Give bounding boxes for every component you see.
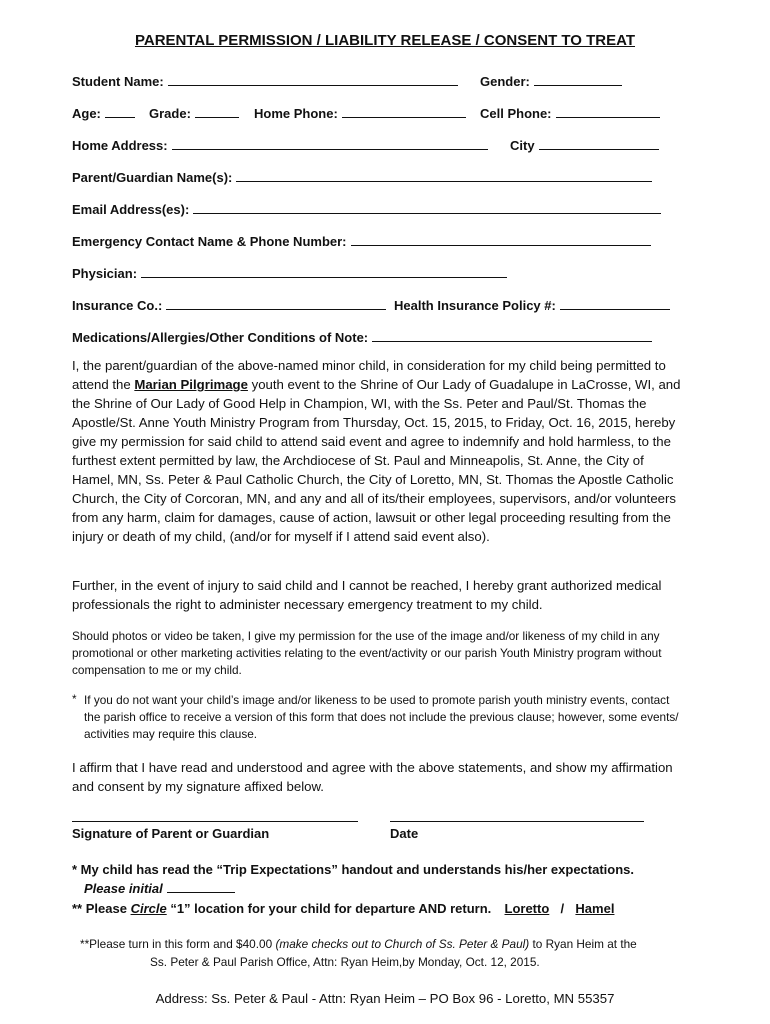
circle-word: Circle: [130, 901, 167, 916]
email-label: Email Address(es):: [72, 202, 190, 217]
city-label: City: [510, 138, 535, 153]
home-address-line[interactable]: [172, 138, 488, 150]
circle-text-b: “1” location for your child for departure AND return.: [170, 901, 492, 916]
home-phone-line[interactable]: [342, 106, 466, 118]
signature-line[interactable]: [72, 820, 358, 822]
affirmation-paragraph: I affirm that I have read and understood and agree with the above statements, and show my affirmation and consent by my signature affixed below.: [72, 760, 673, 794]
turn-in-deadline: Ss. Peter & Paul Parish Office, Attn: Ryan Heim,by Monday, Oct. 12, 2015.: [150, 955, 540, 969]
emergency-contact-label: Emergency Contact Name & Phone Number:: [72, 234, 347, 249]
home-address-label: Home Address:: [72, 138, 168, 153]
email-field[interactable]: [72, 202, 661, 217]
student-name-label: Student Name:: [72, 74, 164, 89]
footnote-star: *: [72, 692, 77, 706]
insurance-label: Insurance Co.:: [72, 298, 163, 313]
cell-phone-label: Cell Phone:: [480, 106, 552, 121]
turn-in-instructions: [80, 937, 637, 951]
home-phone-field[interactable]: [254, 106, 466, 121]
trip-expectations-statement: * My child has read the “Trip Expectations” handout and understands his/her expectations.: [72, 862, 635, 877]
circle-text-a: ** Please: [72, 901, 127, 916]
initial-field[interactable]: [84, 881, 235, 896]
form-title: PARENTAL PERMISSION / LIABILITY RELEASE / CONSENT TO TREAT: [134, 32, 636, 49]
date-line[interactable]: [390, 820, 644, 822]
physician-label: Physician:: [72, 266, 138, 281]
location-option-loretto[interactable]: Loretto: [504, 901, 550, 916]
gender-line[interactable]: [534, 74, 622, 86]
email-line[interactable]: [193, 202, 661, 214]
student-name-line[interactable]: [168, 74, 458, 86]
policy-label: Health Insurance Policy #:: [394, 298, 556, 313]
age-label: Age:: [72, 106, 101, 121]
cell-phone-line[interactable]: [556, 106, 660, 118]
parent-names-label: Parent/Guardian Name(s):: [72, 170, 233, 185]
grade-field[interactable]: [149, 106, 239, 121]
age-field[interactable]: [72, 106, 135, 121]
medical-consent-paragraph: Further, in the event of injury to said child and I cannot be reached, I hereby grant authorized medical professionals the right to administer necessary emergency treatment to my child.: [72, 578, 662, 612]
age-line[interactable]: [105, 106, 135, 118]
gender-label: Gender:: [480, 74, 530, 89]
city-field[interactable]: [510, 138, 659, 153]
grade-line[interactable]: [195, 106, 239, 118]
grade-label: Grade:: [149, 106, 191, 121]
initial-line[interactable]: [167, 881, 235, 893]
mailing-address: Address: Ss. Peter & Paul - Attn: Ryan Heim – PO Box 96 - Loretto, MN 55357: [155, 991, 615, 1006]
home-address-field[interactable]: [72, 138, 488, 153]
parent-names-field[interactable]: [72, 170, 652, 185]
initial-label: Please initial: [84, 881, 163, 896]
gender-field[interactable]: [480, 74, 622, 89]
location-separator: /: [560, 901, 565, 916]
release-paragraph: [72, 356, 682, 546]
physician-field[interactable]: [72, 266, 507, 281]
signature-label: Signature of Parent or Guardian: [72, 826, 270, 841]
policy-line[interactable]: [560, 298, 670, 310]
turn-in-check-note: (make checks out to Church of Ss. Peter & Paul): [275, 937, 530, 951]
circle-location-line: [72, 901, 614, 916]
photo-consent-paragraph: Should photos or video be taken, I give my permission for the use of the image and/or likeness of my child in any promotional or other marketing activities relating to the event/activity or our parish Youth Ministry program without compensation to me or my child.: [72, 629, 662, 677]
policy-field[interactable]: [394, 298, 670, 313]
home-phone-label: Home Phone:: [254, 106, 338, 121]
turn-in-text-b: to Ryan Heim at the: [532, 937, 637, 951]
emergency-contact-line[interactable]: [351, 234, 651, 246]
city-line[interactable]: [539, 138, 659, 150]
photo-opt-out-note: If you do not want your child’s image and/or likeness to be used to promote parish youth ministry events, contact the parish office to receive a version of this form that does not include the previous clause; however, some events/ activities may require this clause.: [84, 693, 679, 741]
student-name-field[interactable]: [72, 74, 458, 89]
date-label: Date: [390, 826, 419, 841]
medications-field[interactable]: [72, 330, 652, 345]
cell-phone-field[interactable]: [480, 106, 660, 121]
insurance-field[interactable]: [72, 298, 386, 313]
insurance-line[interactable]: [166, 298, 386, 310]
turn-in-text-a: **Please turn in this form and $40.00: [80, 937, 273, 951]
physician-line[interactable]: [141, 266, 507, 278]
event-name: Marian Pilgrimage: [134, 377, 248, 392]
release-text-a: I, the parent/guardian of the above-named minor child, in consideration for my child being permitted to attend the: [72, 358, 666, 392]
emergency-contact-field[interactable]: [72, 234, 651, 249]
location-option-hamel[interactable]: Hamel: [575, 901, 615, 916]
medications-line[interactable]: [372, 330, 652, 342]
release-text-b: youth event to the Shrine of Our Lady of Guadalupe in LaCrosse, WI, and the Shrine of Our Lady of Good Help in Champion, WI, with the Ss. Peter and Paul/St. Thomas the Apostle/St. Anne Youth Ministry Program from Thursday, Oct. 15, 2015, to Friday, Oct. 16, 2015, hereby give my permission for said child to attend said event and agree to indemnify and hold harmless, to the furthest extent permitted by law, the Archdiocese of St. Paul and Minneapolis, St. Anne, the City of Hamel, MN, Ss. Peter & Paul Catholic Church, the City of Loretto, MN, St. Thomas the Apostle Catholic Church, the City of Corcoran, MN, and any and all of its/their employees, supervisors, and/or volunteers from any harm, claim for damages, cause of action, lawsuit or other legal proceeding resulting from the injury or death of my child, (and/or for myself if I attend said event also).: [72, 377, 681, 544]
medications-label: Medications/Allergies/Other Conditions of Note:: [72, 330, 369, 345]
parent-names-line[interactable]: [236, 170, 652, 182]
